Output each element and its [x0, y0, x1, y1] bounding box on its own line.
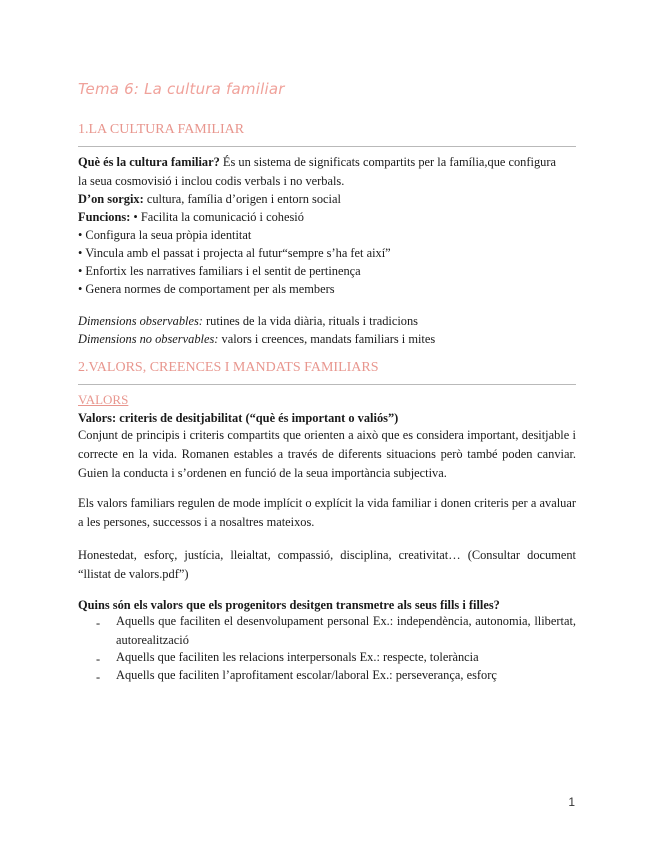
origin-line [78, 192, 341, 206]
observable-text: rutines de la vida diària, rituals i tradicions [202, 314, 418, 328]
definition-label: Què és la cultura familiar? [78, 155, 220, 169]
valors-heading: Valors: criteris de desitjabilitat (“què és important o valiós”) [78, 411, 399, 425]
definition-line [78, 155, 556, 169]
definition-text: És un sistema de significats compartits per la família,que configura [219, 155, 556, 169]
origin-text: cultura, família d’origen i entorn social [143, 192, 341, 206]
non-observable-label: Dimensions no observables: [78, 332, 219, 346]
functions-line [78, 210, 304, 224]
valors-subheading: VALORS [78, 392, 129, 407]
valors-question: Quins són els valors que els progenitors desitgen transmetre als seus fills i filles? [78, 598, 500, 612]
list-item: Aquells que faciliten el desenvolupament personal Ex.: independència, autonomia, llibertat, autorealització [116, 614, 576, 647]
definition-text-cont: la seua cosmovisió i inclou codis verbals i no verbals. [78, 174, 345, 188]
valors-paragraph-1: Conjunt de principis i criteris compartits que orienten a això que es considera important, desitjable i correcte en la vida. Romanen estables a través de diferents situacions però també poden canviar. Guien la conducta i s’ordenen en funció de la seua importància subjectiva. [78, 428, 576, 480]
page-number: 1 [568, 795, 575, 809]
list-item: Aquells que faciliten les relacions interpersonals Ex.: respecte, tolerància [116, 650, 479, 664]
observable-label: Dimensions observables: [78, 314, 203, 328]
function-item: • Facilita la comunicació i cohesió [130, 210, 304, 224]
bullet-marker: - [96, 670, 101, 684]
valors-paragraph-2: Els valors familiars regulen de mode implícit o explícit la vida familiar i donen criteris per a avaluar a les persones, successos i a nosaltres mateixos. [78, 496, 576, 529]
document-title: Tema 6: La cultura familiar [78, 80, 285, 98]
function-item: • Genera normes de comportament per als members [78, 282, 335, 296]
origin-label: D’on sorgix: [78, 192, 144, 206]
section-1-divider [78, 146, 576, 147]
bullet-marker: - [96, 616, 101, 630]
list-item: Aquells que faciliten l’aprofitament escolar/laboral Ex.: perseverança, esforç [116, 668, 497, 682]
section-2-heading: 2.VALORS, CREENCES I MANDATS FAMILIARS [78, 360, 379, 375]
bullet-marker: - [96, 652, 101, 666]
non-observable-text: valors i creences, mandats familiars i mites [218, 332, 436, 346]
section-1-heading: 1.LA CULTURA FAMILIAR [78, 122, 245, 137]
non-observable-dimensions [78, 332, 435, 346]
observable-dimensions [78, 314, 418, 328]
section-2-divider [78, 384, 576, 385]
function-item: • Configura la seua pròpia identitat [78, 228, 252, 242]
function-item: • Enfortix les narratives familiars i el sentit de pertinença [78, 264, 361, 278]
function-item: • Vincula amb el passat i projecta al futur“sempre s’ha fet així” [78, 246, 391, 260]
valors-paragraph-3: Honestedat, esforç, justícia, lleialtat, compassió, disciplina, creativitat… (Consultar document “llistat de valors.pdf”) [78, 548, 576, 581]
functions-label: Funcions: [78, 210, 131, 224]
